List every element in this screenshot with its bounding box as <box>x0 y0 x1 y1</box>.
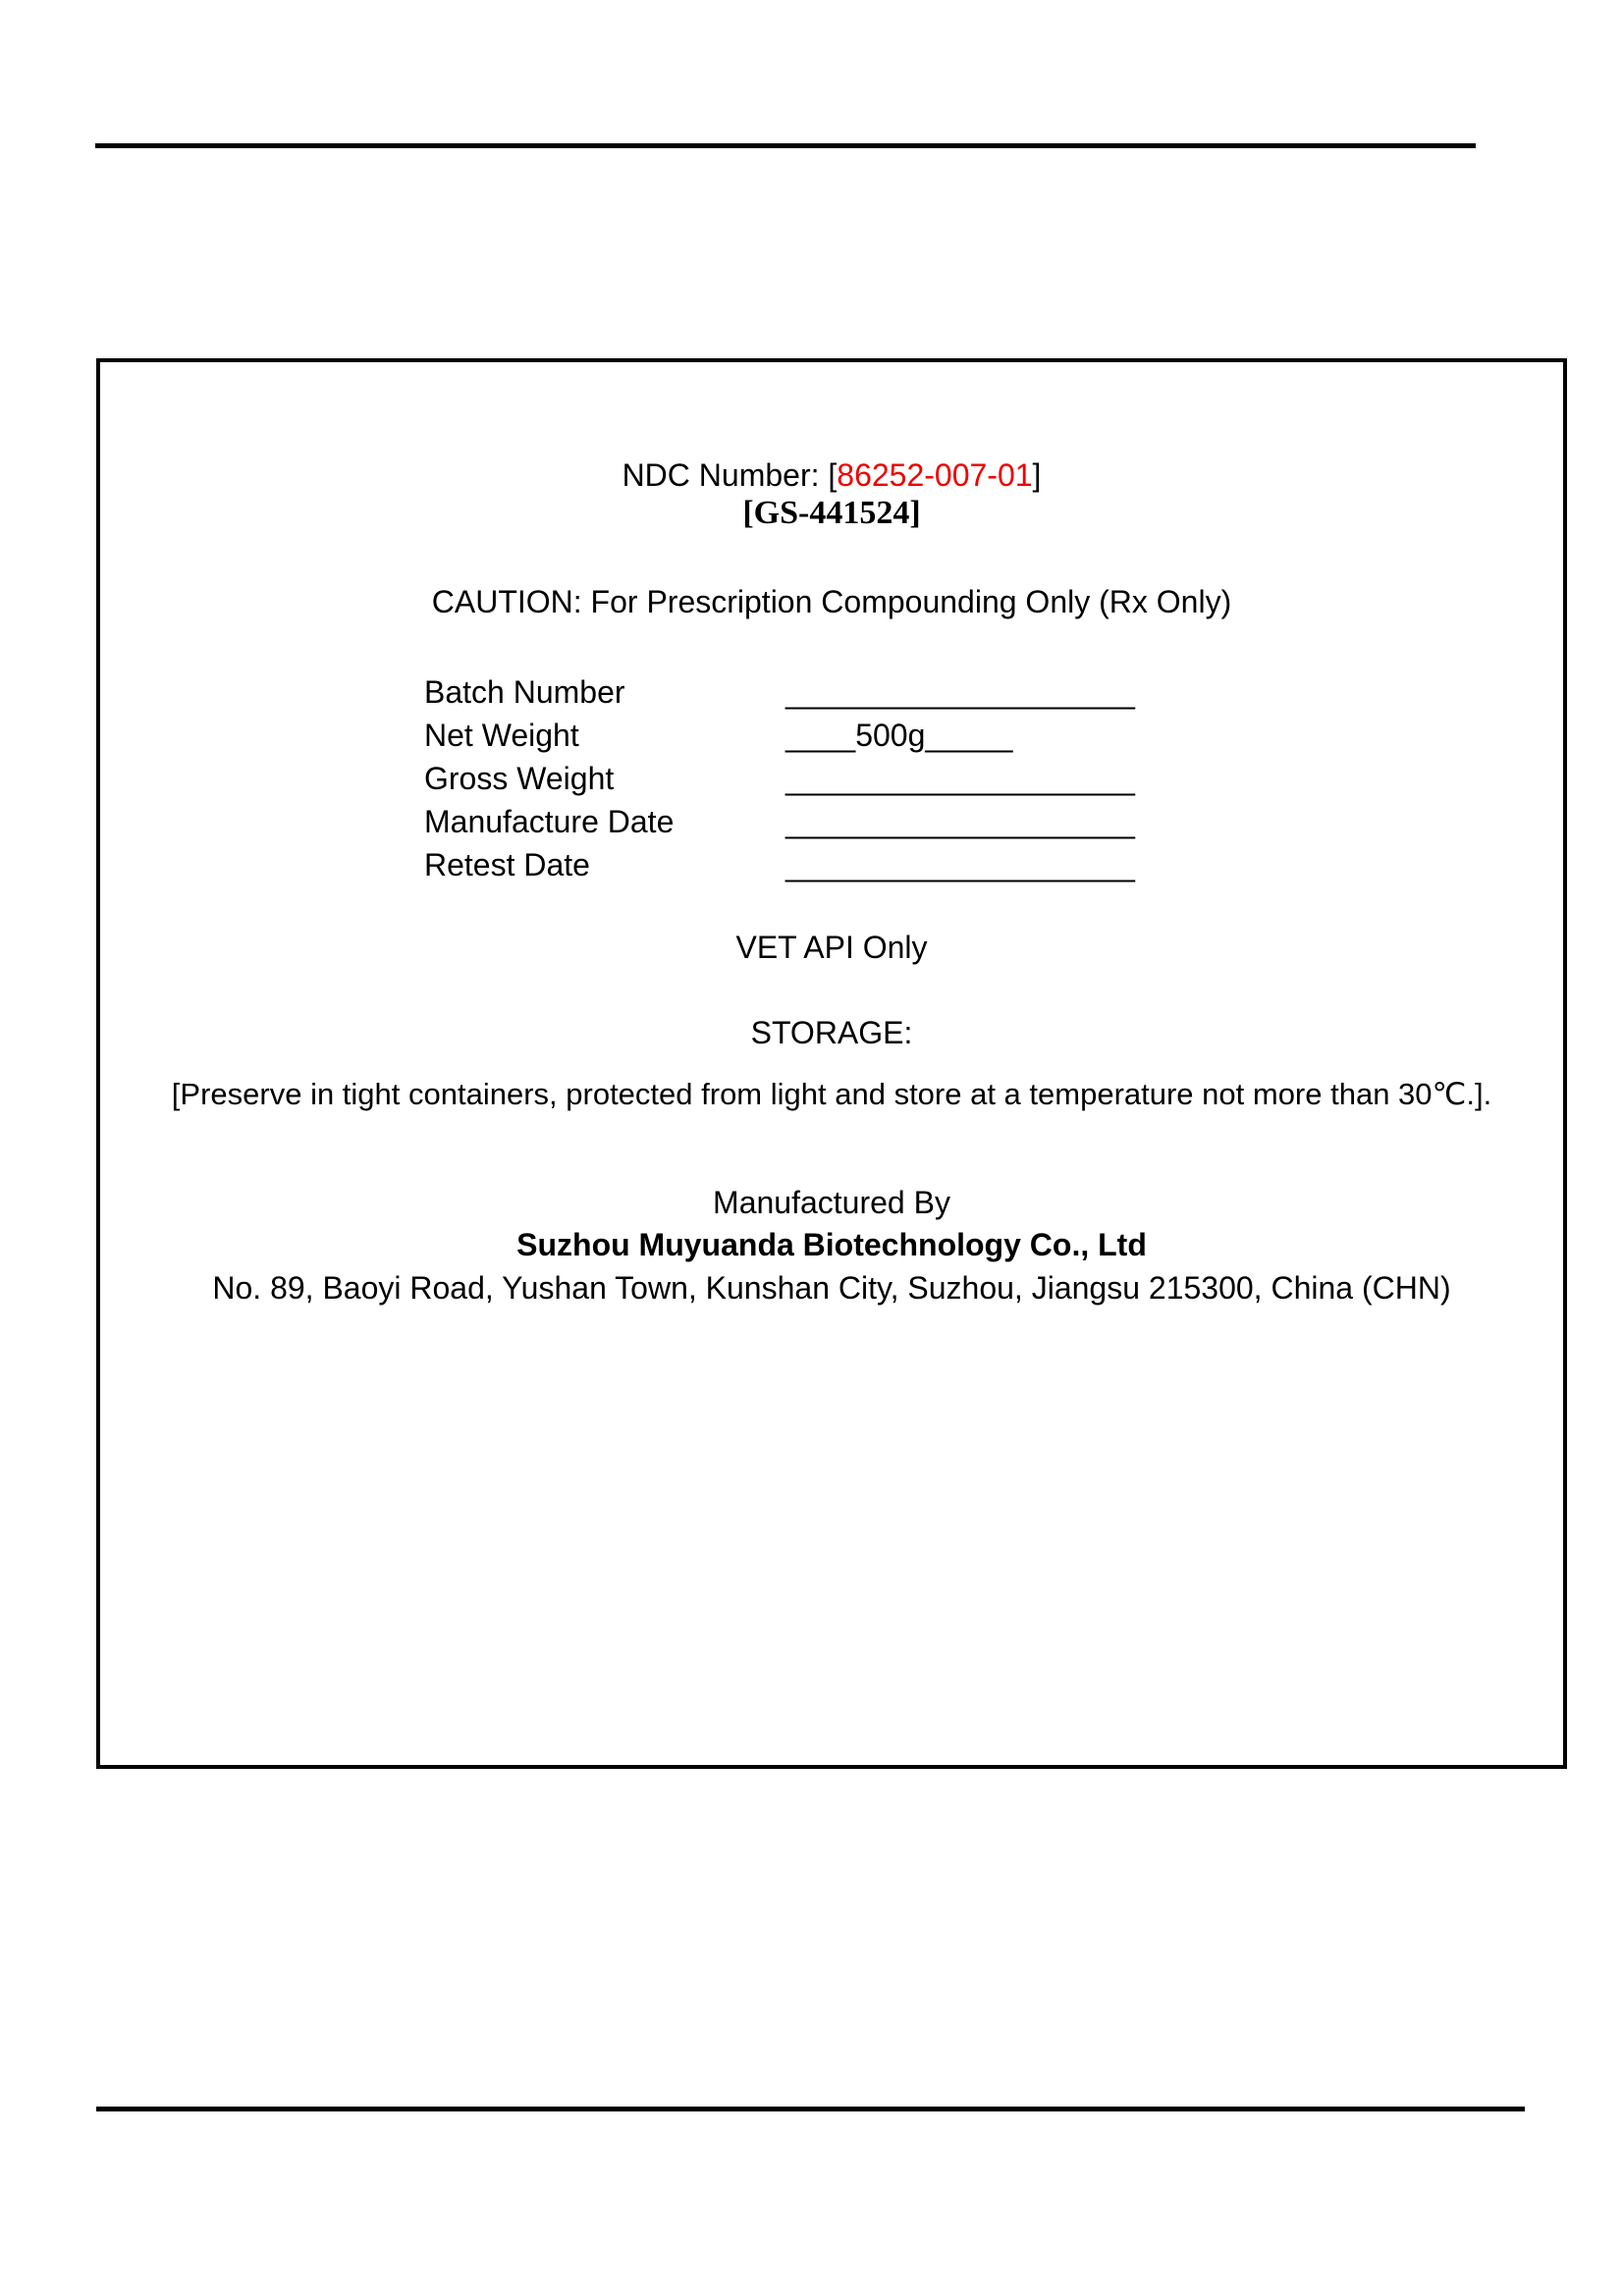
field-row-batch-number <box>100 670 1563 714</box>
field-row-manufacture-date <box>100 800 1563 843</box>
field-label: Net Weight <box>424 718 579 753</box>
field-label: Gross Weight <box>424 761 615 796</box>
field-blank-line: ____________________ <box>785 847 1135 882</box>
storage-heading: STORAGE: <box>750 1015 913 1050</box>
fill-in-fields <box>100 670 1563 886</box>
product-code: [GS-441524] <box>742 495 921 531</box>
header-rule <box>95 143 1476 148</box>
field-label: Retest Date <box>424 847 590 882</box>
field-value-net-weight: ____500g_____ <box>785 718 1013 753</box>
manufacturer-address: No. 89, Baoyi Road, Yushan Town, Kunshan City, Suzhou, Jiangsu 215300, China (CHN) <box>212 1270 1451 1306</box>
footer-rule <box>96 2107 1525 2111</box>
storage-instructions: [Preserve in tight containers, protected from light and store at a temperature not more than 30℃.]. <box>171 1077 1492 1111</box>
field-label: Batch Number <box>424 674 625 710</box>
product-label-box <box>96 358 1567 1769</box>
ndc-number-value: 86252-007-01 <box>837 457 1033 493</box>
caution-statement: CAUTION: For Prescription Compounding Only (Rx Only) <box>431 584 1232 619</box>
manufactured-by-label: Manufactured By <box>713 1185 950 1220</box>
field-row-gross-weight <box>100 757 1563 800</box>
ndc-number-line <box>100 454 1563 496</box>
ndc-number-prefix: NDC Number: [ <box>622 457 838 493</box>
field-blank-line: ____________________ <box>785 804 1135 839</box>
field-label: Manufacture Date <box>424 804 675 839</box>
vet-api-note: VET API Only <box>735 930 928 965</box>
field-blank-line: ____________________ <box>785 674 1135 710</box>
manufacturer-name: Suzhou Muyuanda Biotechnology Co., Ltd <box>516 1227 1147 1262</box>
field-blank-line: ____________________ <box>785 761 1135 796</box>
ndc-number-suffix: ] <box>1032 457 1042 493</box>
field-row-retest-date <box>100 843 1563 886</box>
field-row-net-weight <box>100 714 1563 757</box>
